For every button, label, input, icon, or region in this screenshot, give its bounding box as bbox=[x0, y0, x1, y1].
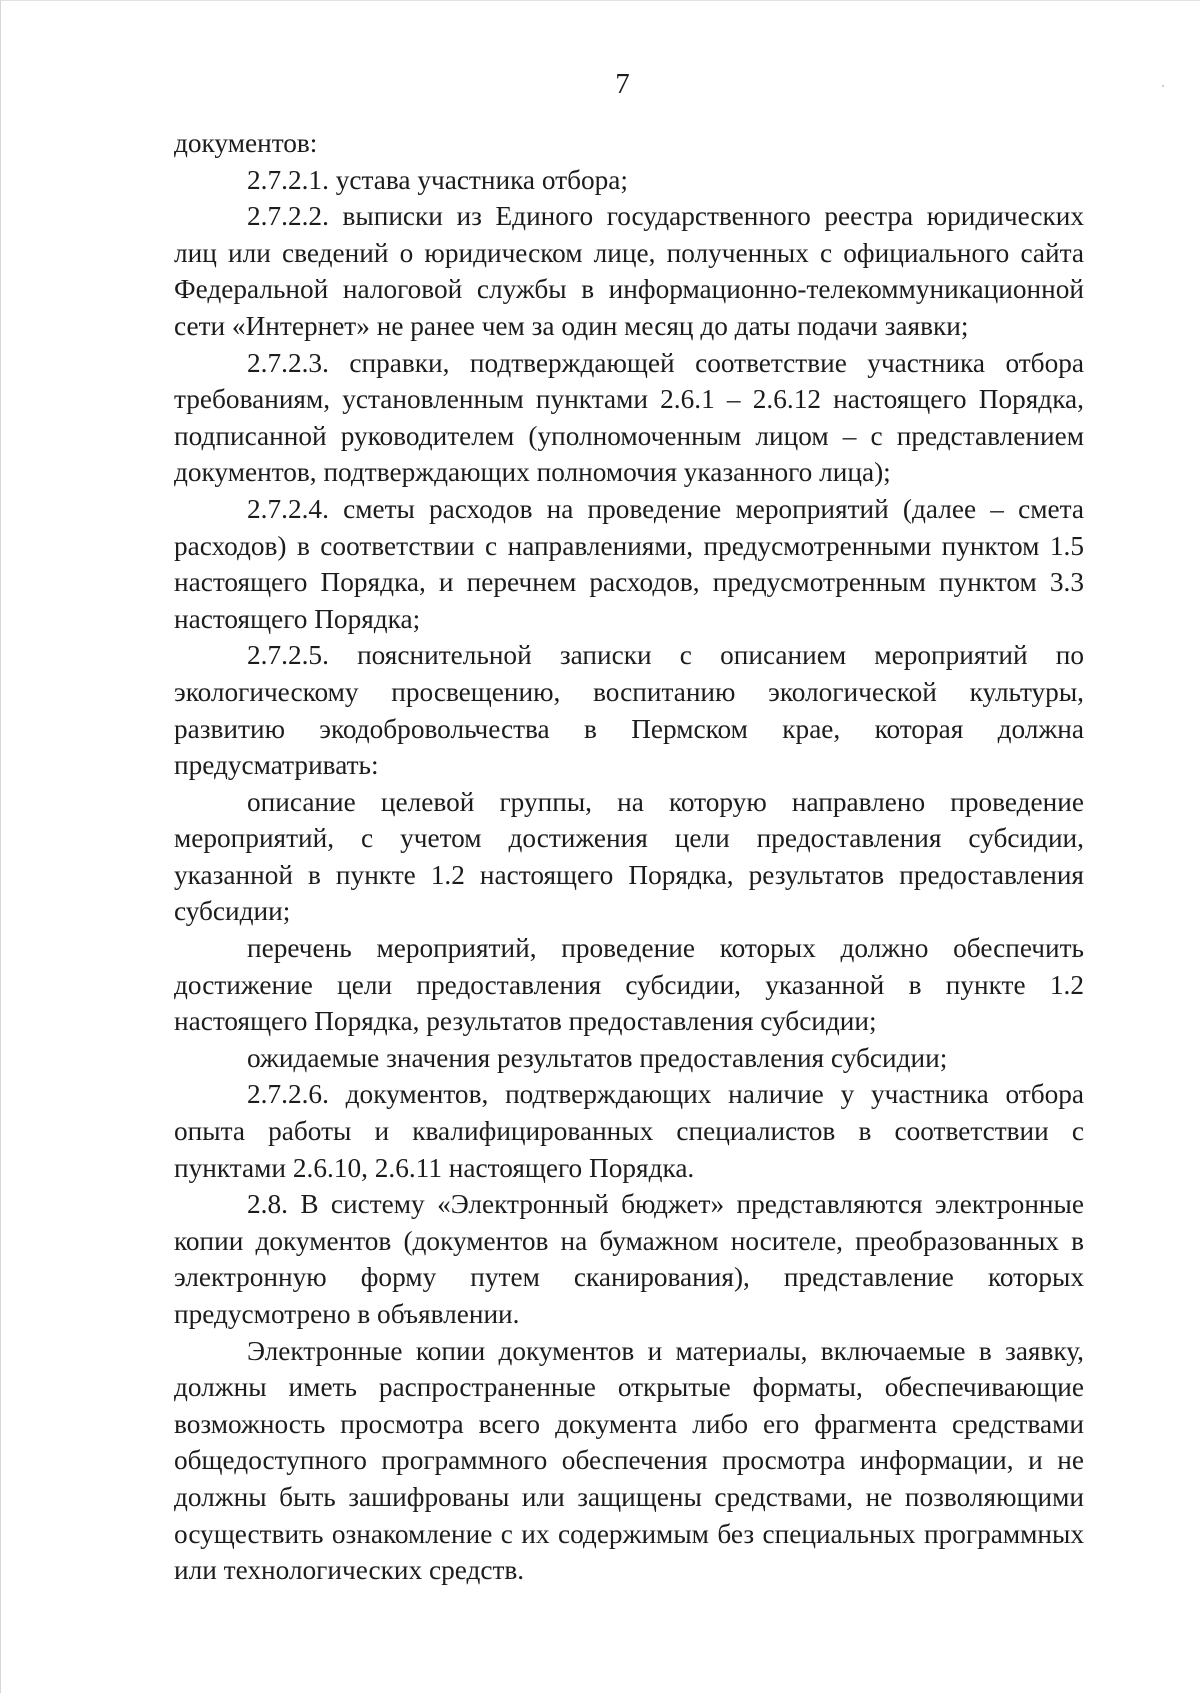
document-body bbox=[174, 125, 1084, 1589]
paragraph-item-2-8: 2.8. В систему «Электронный бюджет» представляются электронные копии документов (документов на бумажном носителе, преобразованных в электронную форму путем сканирования), представление которых предусмотрено в объявлении. bbox=[174, 1189, 1084, 1329]
paragraph-item-2-7-2-4: 2.7.2.4. сметы расходов на проведение мероприятий (далее – смета расходов) в соответствии с направлениями, предусмотренными пунктом 1.5 настоящего Порядка, и перечнем расходов, предусмотренным пунктом 3.3 настоящего Порядка; bbox=[174, 493, 1084, 634]
scan-speck bbox=[1162, 85, 1164, 87]
paragraph-item-2-7-2-3: 2.7.2.3. справки, подтверждающей соответствие участника отбора требованиям, установленным пунктами 2.6.1 – 2.6.12 настоящего Порядка, подписанной руководителем (уполномоченным лицом – с представлением документов, подтверждающих полномочия указанного лица); bbox=[174, 347, 1084, 488]
paragraph-item-2-7-2-6: 2.7.2.6. документов, подтверждающих наличие у участника отбора опыта работы и квалифицированных специалистов в соответствии с пунктами 2.6.10, 2.6.11 настоящего Порядка. bbox=[174, 1079, 1084, 1183]
paragraph-event-list: перечень мероприятий, проведение которых должно обеспечить достижение цели предоставления субсидии, указанной в пункте 1.2 настоящего Порядка, результатов предоставления субсидии; bbox=[174, 933, 1084, 1037]
paragraph-item-2-7-2-1: 2.7.2.1. устава участника отбора; bbox=[247, 164, 628, 195]
page-number: 7 bbox=[615, 68, 630, 100]
paragraph-expected-results: ожидаемые значения результатов предоставления субсидии; bbox=[247, 1042, 948, 1073]
paragraph-target-group: описание целевой группы, на которую направлено проведение мероприятий, с учетом достижения цели предоставления субсидии, указанной в пункте 1.2 настоящего Порядка, результатов предоставления субсидии; bbox=[174, 786, 1084, 927]
paragraph-item-2-7-2-5: 2.7.2.5. пояснительной записки с описанием мероприятий по экологическому просвещению, воспитанию экологической культуры, развитию экодобровольчества в Пермском крае, которая должна предусматривать: bbox=[174, 640, 1084, 781]
paragraph-item-2-7-2-2: 2.7.2.2. выписки из Единого государственного реестра юридических лиц или сведений о юридическом лице, полученных с официального сайта Федеральной налоговой службы в информационно-телекоммуникационной сети «Интернет» не ранее чем за один месяц до даты подачи заявки; bbox=[174, 201, 1084, 341]
paragraph-continuation: документов: bbox=[174, 128, 318, 158]
paragraph-electronic-copies: Электронные копии документов и материалы, включаемые в заявку, должны иметь распространенные открытые форматы, обеспечивающие возможность просмотра всего документа либо его фрагмента средствами общедоступного программного обеспечения просмотра информации, и не должны быть зашифрованы или защищены средствами, не позволяющими осуществить ознакомление с их содержимым без специальных программных или технологических средств. bbox=[174, 1335, 1084, 1586]
